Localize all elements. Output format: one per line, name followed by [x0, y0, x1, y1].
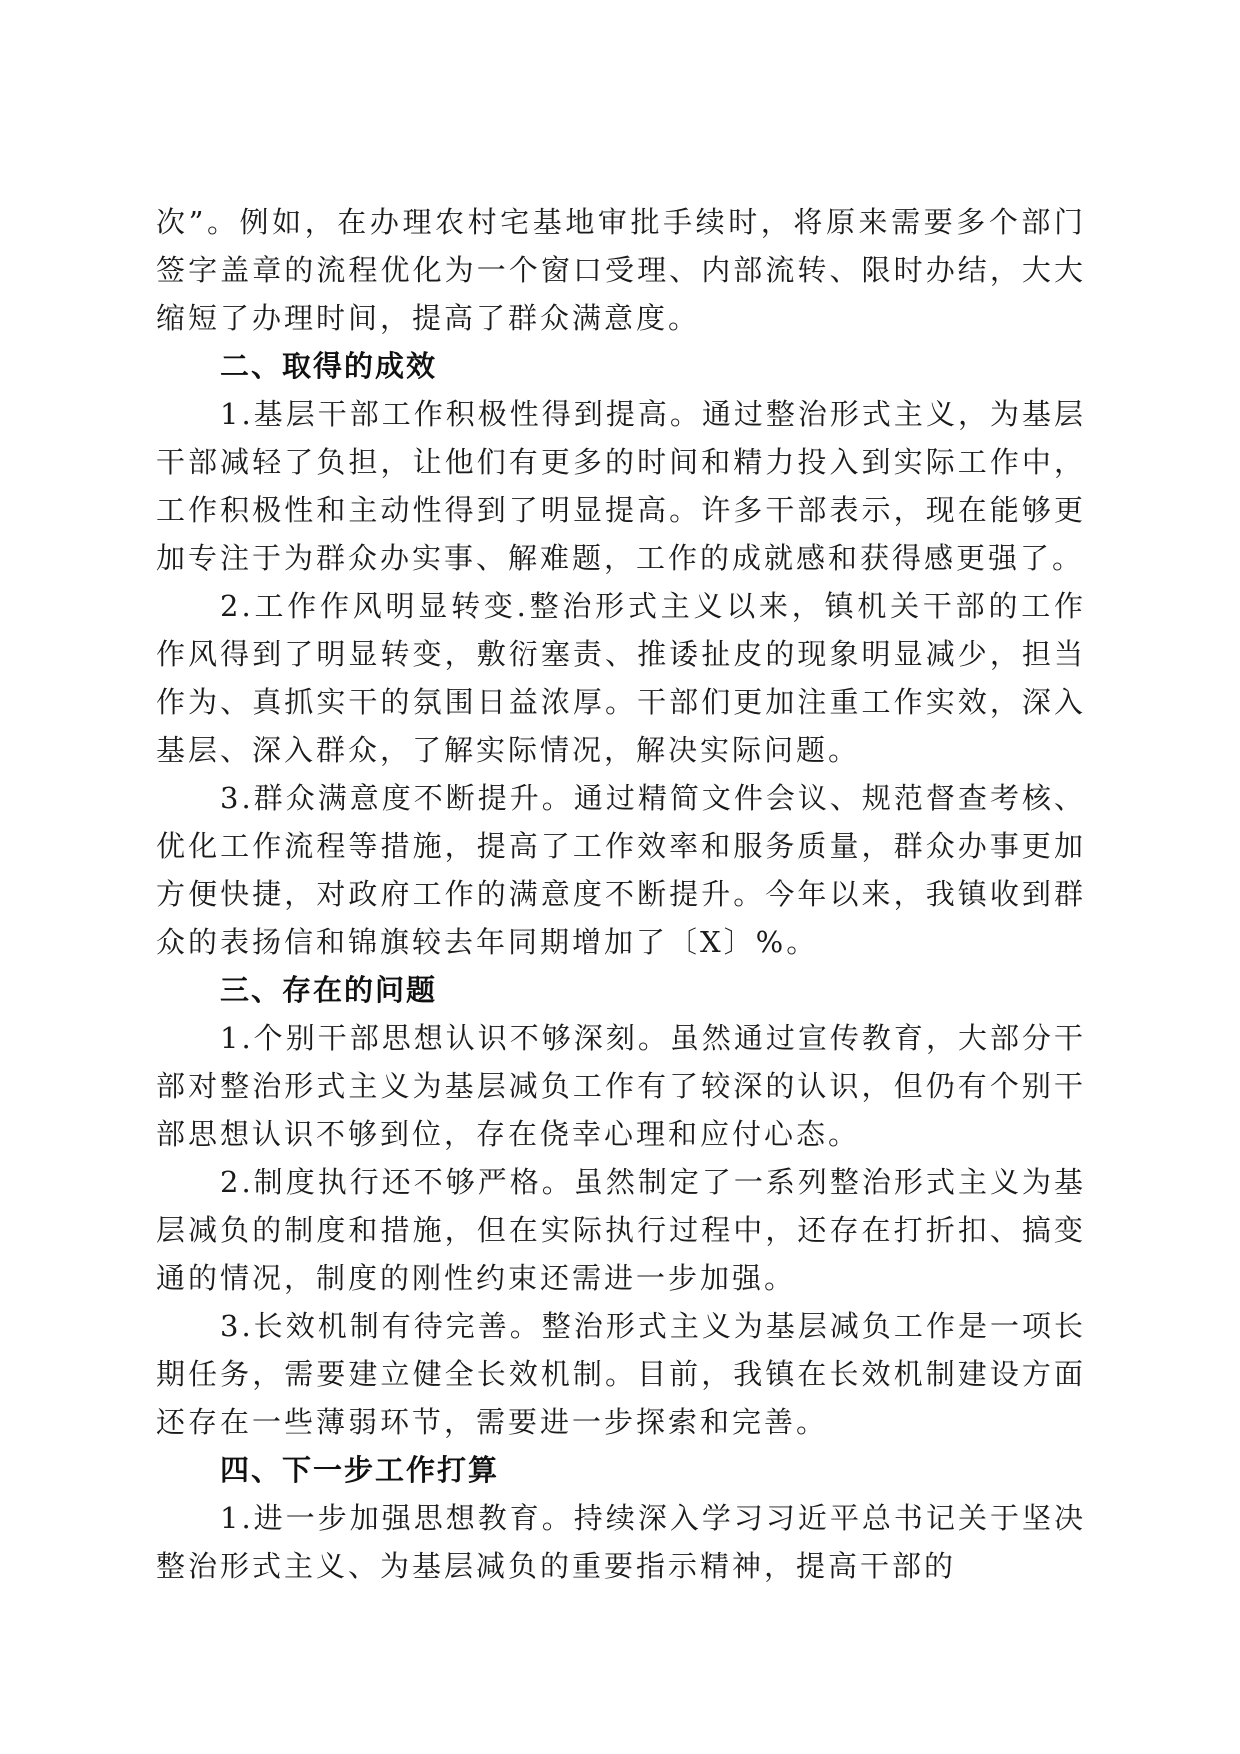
- paragraph-achievement-2: 2.工作作风明显转变.整治形式主义以来，镇机关干部的工作作风得到了明显转变，敷衍塞责、推诿扯皮的现象明显减少，担当作为、真抓实干的氛围日益浓厚。干部们更加注重工作实效，深入基层、深入群众，了解实际情况，解决实际问题。: [156, 589, 1086, 767]
- paragraph-next-step-1: 1.进一步加强思想教育。持续深入学习习近平总书记关于坚决整治形式主义、为基层减负的重要指示精神，提高干部的: [156, 1501, 1086, 1583]
- paragraph-problem-2: 2.制度执行还不够严格。虽然制定了一系列整治形式主义为基层减负的制度和措施，但在实际执行过程中，还存在打折扣、搞变通的情况，制度的刚性约束还需进一步加强。: [156, 1165, 1086, 1295]
- paragraph-continuation: 次”。例如，在办理农村宅基地审批手续时，将原来需要多个部门签字盖章的流程优化为一个窗口受理、内部流转、限时办结，大大缩短了办理时间，提高了群众满意度。: [156, 205, 1086, 335]
- paragraph-problem-3: 3.长效机制有待完善。整治形式主义为基层减负工作是一项长期任务，需要建立健全长效机制。目前，我镇在长效机制建设方面还存在一些薄弱环节，需要进一步探索和完善。: [156, 1309, 1086, 1439]
- section-heading-next-steps: 四、下一步工作打算: [220, 1453, 500, 1487]
- section-heading-problems: 三、存在的问题: [220, 973, 438, 1007]
- document-body: [156, 198, 1086, 1590]
- paragraph-problem-1: 1.个别干部思想认识不够深刻。虽然通过宣传教育，大部分干部对整治形式主义为基层减负工作有了较深的认识，但仍有个别干部思想认识不够到位，存在侥幸心理和应付心态。: [156, 1021, 1086, 1151]
- section-heading-achievements: 二、取得的成效: [220, 349, 438, 383]
- paragraph-achievement-1: 1.基层干部工作积极性得到提高。通过整治形式主义，为基层干部减轻了负担，让他们有更多的时间和精力投入到实际工作中，工作积极性和主动性得到了明显提高。许多干部表示，现在能够更加专注于为群众办实事、解难题，工作的成就感和获得感更强了。: [156, 397, 1086, 575]
- paragraph-achievement-3: 3.群众满意度不断提升。通过精简文件会议、规范督查考核、优化工作流程等措施，提高了工作效率和服务质量，群众办事更加方便快捷，对政府工作的满意度不断提升。今年以来，我镇收到群众的表扬信和锦旗较去年同期增加了〔X〕%。: [156, 781, 1086, 959]
